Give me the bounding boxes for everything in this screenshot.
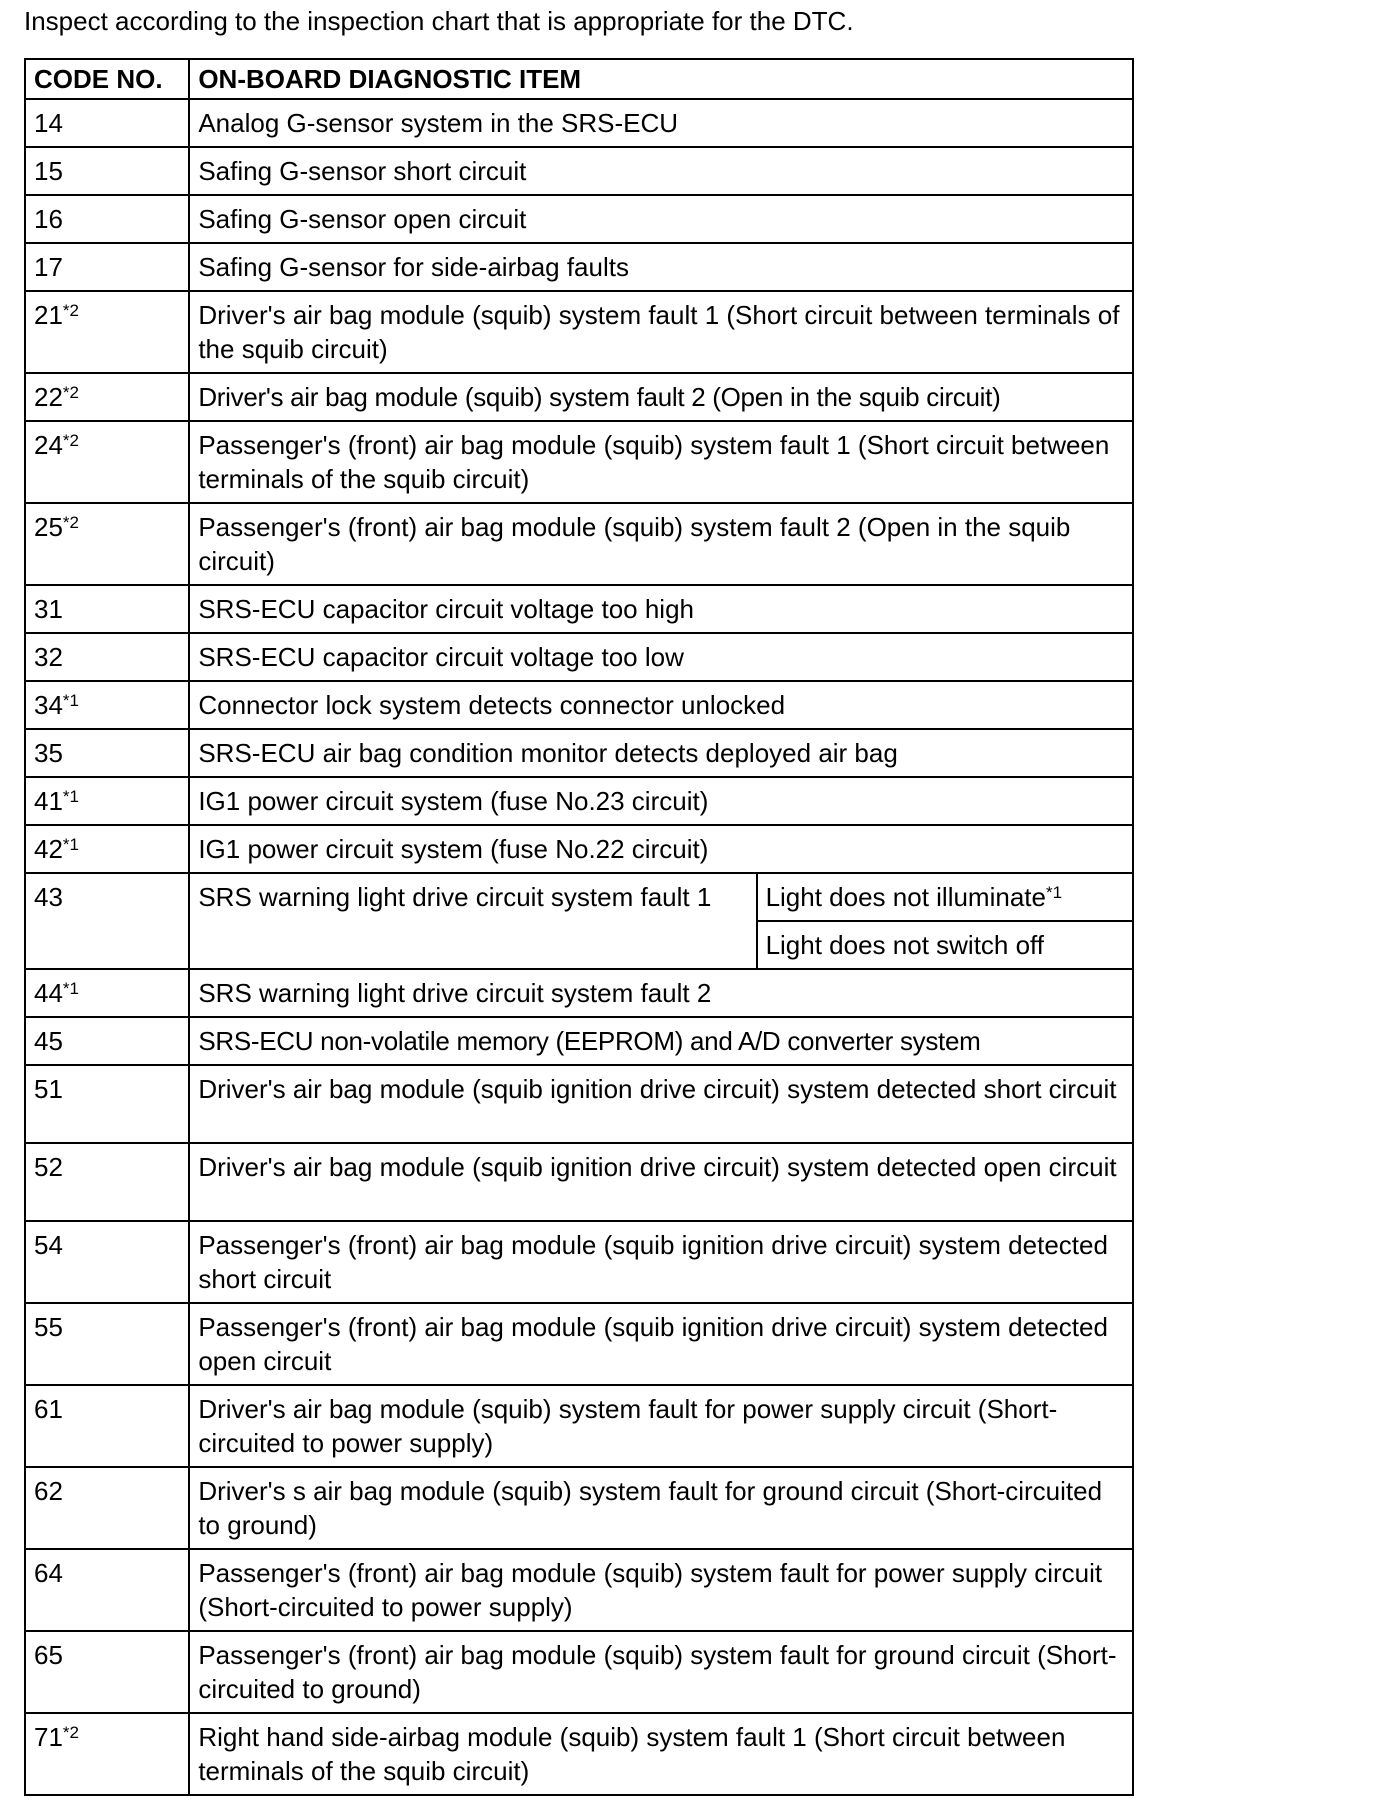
code-cell: 54: [25, 1221, 189, 1303]
item-cell: Right hand side-airbag module (squib) system fault 1 (Short circuit between terminals of the squib circuit): [189, 1713, 1133, 1795]
code-cell: 17: [25, 243, 189, 291]
table-row: [25, 777, 1133, 825]
item-cell: Driver's air bag module (squib) system fault 2 (Open in the squib circuit): [189, 373, 1133, 421]
footnote-mark: *2: [62, 301, 79, 321]
table-row: [25, 729, 1133, 777]
header-code-no: CODE NO.: [25, 59, 189, 99]
item-cell: SRS-ECU air bag condition monitor detects deployed air bag: [189, 729, 1133, 777]
table-header-row: [25, 59, 1133, 99]
item-cell: Driver's air bag module (squib) system fault for power supply circuit (Short-circuited to power supply): [189, 1385, 1133, 1467]
code-cell: 41$^{*1}$: [25, 777, 189, 825]
code-cell: 62: [25, 1467, 189, 1549]
table-row: [25, 291, 1133, 373]
table-row: [25, 633, 1133, 681]
sub-item-cell: Light does not switch off: [757, 921, 1133, 969]
item-cell: Passenger's (front) air bag module (squib) system fault for ground circuit (Short-circuited to ground): [189, 1631, 1133, 1713]
footnote-mark: *2: [62, 383, 79, 403]
table-row: [25, 243, 1133, 291]
code-cell: 55: [25, 1303, 189, 1385]
code-cell: 51: [25, 1065, 189, 1143]
footnote-mark: *1: [62, 979, 79, 999]
item-cell: SRS-ECU capacitor circuit voltage too high: [189, 585, 1133, 633]
code-cell: 15: [25, 147, 189, 195]
code-cell: 45: [25, 1017, 189, 1065]
table-row: [25, 503, 1133, 585]
table-row: [25, 195, 1133, 243]
item-cell: Driver's air bag module (squib ignition drive circuit) system detected short circuit: [189, 1065, 1133, 1143]
table-row: [25, 99, 1133, 147]
table-row: [25, 585, 1133, 633]
code-cell: 16: [25, 195, 189, 243]
item-cell: Driver's s air bag module (squib) system fault for ground circuit (Short-circuited to ground): [189, 1467, 1133, 1549]
item-cell: Safing G-sensor for side-airbag faults: [189, 243, 1133, 291]
table-row: [25, 373, 1133, 421]
code-cell: 35: [25, 729, 189, 777]
item-cell: Passenger's (front) air bag module (squib) system fault 1 (Short circuit between terminals of the squib circuit): [189, 421, 1133, 503]
code-cell: 42$^{*1}$: [25, 825, 189, 873]
item-cell: SRS warning light drive circuit system fault 2: [189, 969, 1133, 1017]
code-cell: 65: [25, 1631, 189, 1713]
code-cell: 14: [25, 99, 189, 147]
code-cell: 32: [25, 633, 189, 681]
footnote-mark: *1: [62, 691, 79, 711]
table-row: [25, 1143, 1133, 1221]
item-cell: Analog G-sensor system in the SRS-ECU: [189, 99, 1133, 147]
table-row: [25, 1467, 1133, 1549]
footnote-mark: *1: [62, 835, 79, 855]
table-row: [25, 1549, 1133, 1631]
item-cell: Driver's air bag module (squib) system fault 1 (Short circuit between terminals of the squib circuit): [189, 291, 1133, 373]
item-cell: SRS-ECU non-volatile memory (EEPROM) and A/D converter system: [189, 1017, 1133, 1065]
item-cell: Connector lock system detects connector unlocked: [189, 681, 1133, 729]
code-cell: 22$^{*2}$: [25, 373, 189, 421]
table-row: [25, 1017, 1133, 1065]
table-row: [25, 825, 1133, 873]
table-row: [25, 147, 1133, 195]
footnote-mark: *2: [62, 1723, 79, 1743]
table-row: [25, 1385, 1133, 1467]
item-cell: Driver's air bag module (squib ignition drive circuit) system detected open circuit: [189, 1143, 1133, 1221]
code-cell: 44$^{*1}$: [25, 969, 189, 1017]
code-cell: 25$^{*2}$: [25, 503, 189, 585]
header-diagnostic-item: ON-BOARD DIAGNOSTIC ITEM: [189, 59, 1133, 99]
item-cell: IG1 power circuit system (fuse No.22 circuit): [189, 825, 1133, 873]
item-cell: Passenger's (front) air bag module (squib ignition drive circuit) system detected short circuit: [189, 1221, 1133, 1303]
code-cell: 71$^{*2}$: [25, 1713, 189, 1795]
item-cell: Safing G-sensor open circuit: [189, 195, 1133, 243]
intro-text: Inspect according to the inspection chart that is appropriate for the DTC.: [24, 6, 854, 36]
table-row: [25, 421, 1133, 503]
dtc-table: [24, 58, 1134, 1796]
table-row: [25, 1221, 1133, 1303]
item-cell: Passenger's (front) air bag module (squib) system fault for power supply circuit (Short-circuited to power supply): [189, 1549, 1133, 1631]
table-row: [25, 1713, 1133, 1795]
item-cell: Passenger's (front) air bag module (squib ignition drive circuit) system detected open circuit: [189, 1303, 1133, 1385]
item-cell: Safing G-sensor short circuit: [189, 147, 1133, 195]
table-row: [25, 681, 1133, 729]
code-cell: 64: [25, 1549, 189, 1631]
code-cell: 21$^{*2}$: [25, 291, 189, 373]
table-row: [25, 1631, 1133, 1713]
sub-item-cell: Light does not illuminate$^{*1}$: [757, 873, 1133, 921]
footnote-mark: *2: [62, 513, 79, 533]
table-row: [25, 1303, 1133, 1385]
footnote-mark: *1: [1045, 883, 1063, 903]
footnote-mark: *2: [62, 431, 79, 451]
code-cell: 34$^{*1}$: [25, 681, 189, 729]
table-row: [25, 969, 1133, 1017]
code-cell: 24$^{*2}$: [25, 421, 189, 503]
item-cell: Passenger's (front) air bag module (squib) system fault 2 (Open in the squib circuit): [189, 503, 1133, 585]
item-cell: IG1 power circuit system (fuse No.23 circuit): [189, 777, 1133, 825]
table-row: [25, 1065, 1133, 1143]
item-cell: SRS-ECU capacitor circuit voltage too low: [189, 633, 1133, 681]
item-cell: SRS warning light drive circuit system fault 1: [189, 873, 756, 969]
code-cell: 61: [25, 1385, 189, 1467]
code-cell: 43: [25, 873, 189, 969]
code-cell: 52: [25, 1143, 189, 1221]
footnote-mark: *1: [62, 787, 79, 807]
code-cell: 31: [25, 585, 189, 633]
table-row-split: [25, 873, 1133, 921]
